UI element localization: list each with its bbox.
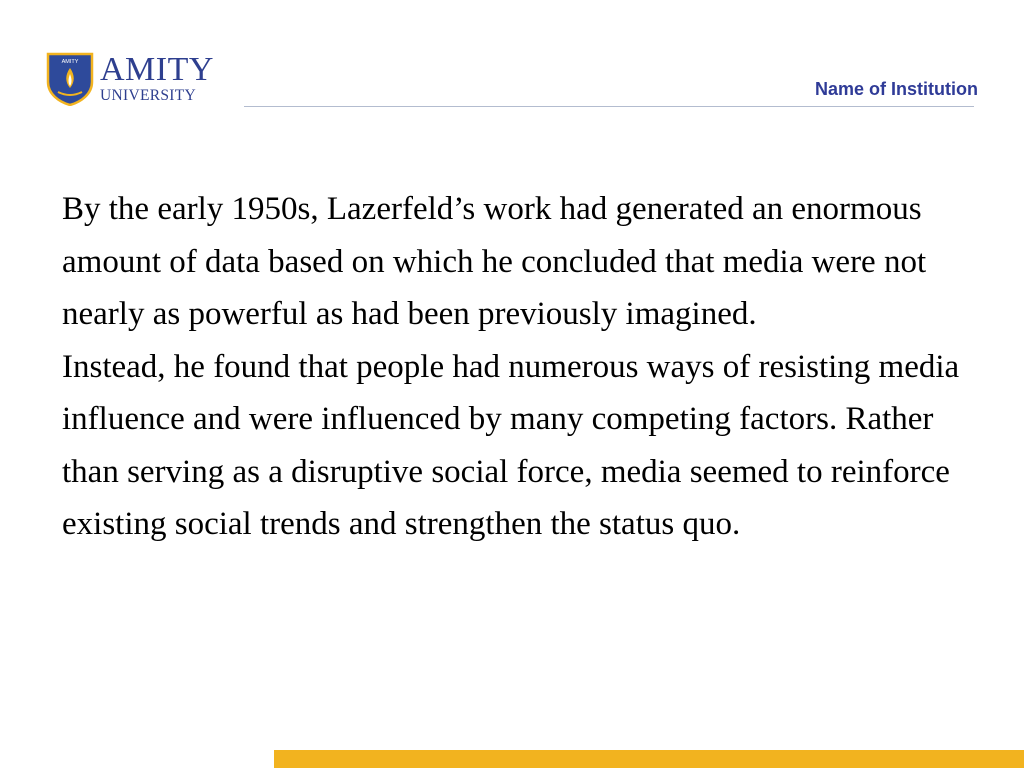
- university-logo: [46, 52, 226, 110]
- body-paragraph: Instead, he found that people had numerous ways of resisting media influence and were influenced by many competing factors. Rather than serving as a disruptive social force, media seemed to reinforce existing social trends and strengthen the status quo.: [62, 348, 960, 542]
- header-divider: [244, 106, 974, 107]
- logo-wordmark: AMITY: [100, 51, 214, 88]
- slide-body: [62, 183, 972, 551]
- institution-name: Name of Institution: [815, 79, 978, 99]
- logo-subtitle: UNIVERSITY: [100, 87, 196, 104]
- footer-accent-bar: [274, 750, 1024, 768]
- shield-icon: [46, 52, 94, 106]
- body-paragraph: By the early 1950s, Lazerfeld’s work had generated an enormous amount of data based on which he concluded that media were not nearly as powerful as had been previously imagined.: [62, 191, 927, 332]
- shield-label: AMITY: [61, 59, 79, 65]
